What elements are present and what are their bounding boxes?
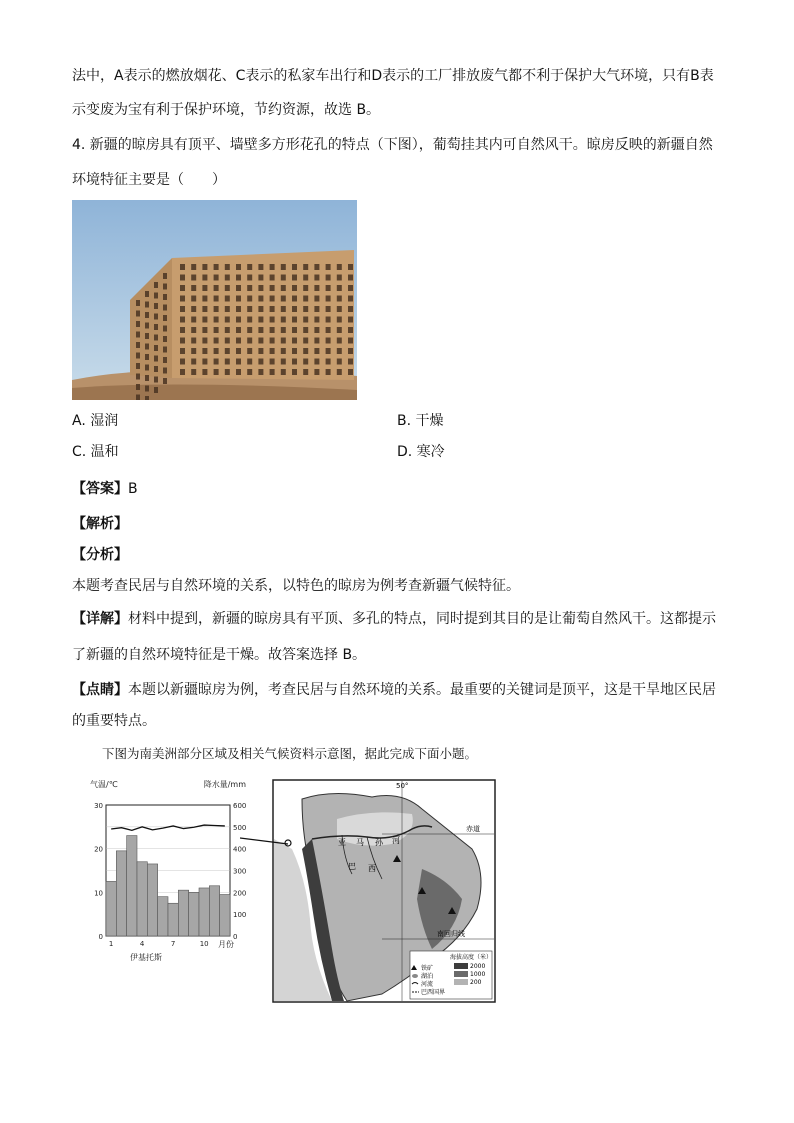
- answer-value: B: [128, 481, 138, 497]
- drying-house-photo: [72, 200, 357, 400]
- chart-right-axis-title: 降水量/mm: [203, 780, 246, 789]
- legend-level-200: 200: [470, 979, 482, 986]
- option-d: D. 寒冷: [397, 444, 445, 460]
- jiexi-heading: 【解析】: [72, 516, 128, 532]
- chart-precip-bar: [116, 851, 126, 936]
- chart-precip-bar: [199, 888, 209, 936]
- legend-level-2000: 2000: [470, 963, 486, 970]
- south-america-map: [272, 779, 496, 1003]
- legend-level-1000: 1000: [470, 971, 486, 978]
- chart-left-tick-label: 10: [94, 889, 103, 898]
- chart-x-tick-label: 10: [199, 940, 209, 948]
- xiangjie-tag: 【详解】: [72, 611, 128, 627]
- question-4-line-2: 环境特征主要是（ ）: [72, 172, 226, 188]
- chart-precip-bar: [168, 903, 178, 936]
- map-legend-title: 海拔高度（米）: [450, 954, 493, 961]
- chart-right-tick-label: 500: [233, 823, 247, 832]
- chart-right-tick-label: 100: [233, 911, 247, 920]
- map-country-char-1: 巴: [348, 862, 356, 871]
- xiangjie-text-1: 材料中提到，新疆的晾房具有平顶、多孔的特点，同时提到其目的是让葡萄自然风干。这都提示: [128, 611, 716, 627]
- chart-left-tick-label: 20: [94, 845, 103, 854]
- chart-x-tick-label: 4: [139, 940, 145, 948]
- map-longitude-label: 50°: [396, 782, 409, 790]
- chart-precip-bar: [178, 890, 188, 936]
- xiangjie-line-2: 了新疆的自然环境特征是干燥。故答案选择 B。: [72, 647, 367, 663]
- chart-x-tick-label: 7: [170, 940, 176, 948]
- map-river-char-2: 马: [356, 838, 364, 847]
- legend-level-swatch-200: [454, 979, 468, 985]
- chart-left-axis-title: 气温/℃: [90, 780, 118, 789]
- map-country-char-2: 西: [368, 864, 376, 873]
- chart-precip-bar: [137, 862, 147, 936]
- text-line-1: 法中，A表示的燃放烟花、C表示的私家车出行和D表示的工厂排放废气都不利于保护大气环境，只有B表: [72, 68, 714, 84]
- chart-x-tick-label: 1: [108, 940, 114, 948]
- chart-left-tick-label: 30: [94, 802, 103, 810]
- xiangjie-line-1: [72, 609, 716, 629]
- chart-precip-bar: [189, 892, 199, 936]
- answer-tag: 【答案】: [72, 481, 128, 497]
- legend-item-iron-ore: 铁矿: [421, 965, 434, 972]
- chart-right-tick-label: 0: [233, 933, 238, 941]
- map-river-char-1: 亚: [338, 838, 346, 847]
- map-equator-label: 赤道: [466, 825, 480, 833]
- fenxi-text: 本题考查民居与自然环境的关系，以特色的晾房为例考查新疆气候特征。: [72, 578, 520, 594]
- legend-item-lake: 湖泊: [421, 973, 434, 980]
- chart-precip-bar: [147, 864, 157, 936]
- chart-precip-bar: [127, 836, 137, 936]
- climate-chart: [84, 775, 250, 965]
- legend-level-swatch-2000: [454, 963, 468, 969]
- option-b: B. 干燥: [397, 413, 444, 429]
- chart-precip-bar: [158, 897, 168, 936]
- option-c: C. 温和: [72, 444, 119, 460]
- chart-right-tick-label: 400: [233, 845, 247, 854]
- chart-map-connector: [240, 830, 300, 850]
- chart-station-label: 伊基托斯: [130, 953, 162, 962]
- option-a: A. 湿润: [72, 413, 119, 429]
- dianjing-line-1: [72, 680, 716, 700]
- answer-line: [72, 479, 138, 499]
- chart-precip-bar: [106, 881, 116, 936]
- chart-precip-bar: [220, 895, 230, 936]
- map-tropic-label: 南回归线: [437, 930, 465, 938]
- map-river-char-3: 孙: [375, 838, 383, 847]
- chart-x-label: 月份: [218, 940, 234, 949]
- legend-item-river: 河流: [421, 981, 434, 988]
- chart-right-tick-label: 200: [233, 889, 247, 898]
- map-river-char-4: 河: [392, 836, 400, 845]
- legend-lake-icon: [412, 974, 418, 978]
- text-line-2: 示变废为宝有利于保护环境，节约资源，故选 B。: [72, 102, 381, 118]
- chart-precip-bar: [209, 886, 219, 936]
- legend-level-swatch-1000: [454, 971, 468, 977]
- figure-intro: 下图为南美洲部分区域及相关气候资料示意图，据此完成下面小题。: [102, 746, 478, 761]
- legend-item-border: 巴西国界: [421, 989, 446, 996]
- dianjing-tag: 【点睛】: [72, 682, 128, 698]
- question-4-line-1: 4. 新疆的晾房具有顶平、墙壁多方形花孔的特点（下图），葡萄挂其内可自然风干。晾房反映的新疆自然: [72, 137, 713, 153]
- dianjing-text-1: 本题以新疆晾房为例，考查民居与自然环境的关系。最重要的关键词是顶平，这是干旱地区民居: [128, 682, 716, 698]
- chart-left-tick-label: 0: [98, 933, 103, 941]
- chart-right-tick-label: 300: [233, 867, 247, 876]
- fenxi-heading: 【分析】: [72, 547, 128, 563]
- dianjing-line-2: 的重要特点。: [72, 713, 156, 729]
- chart-right-tick-label: 600: [233, 802, 247, 810]
